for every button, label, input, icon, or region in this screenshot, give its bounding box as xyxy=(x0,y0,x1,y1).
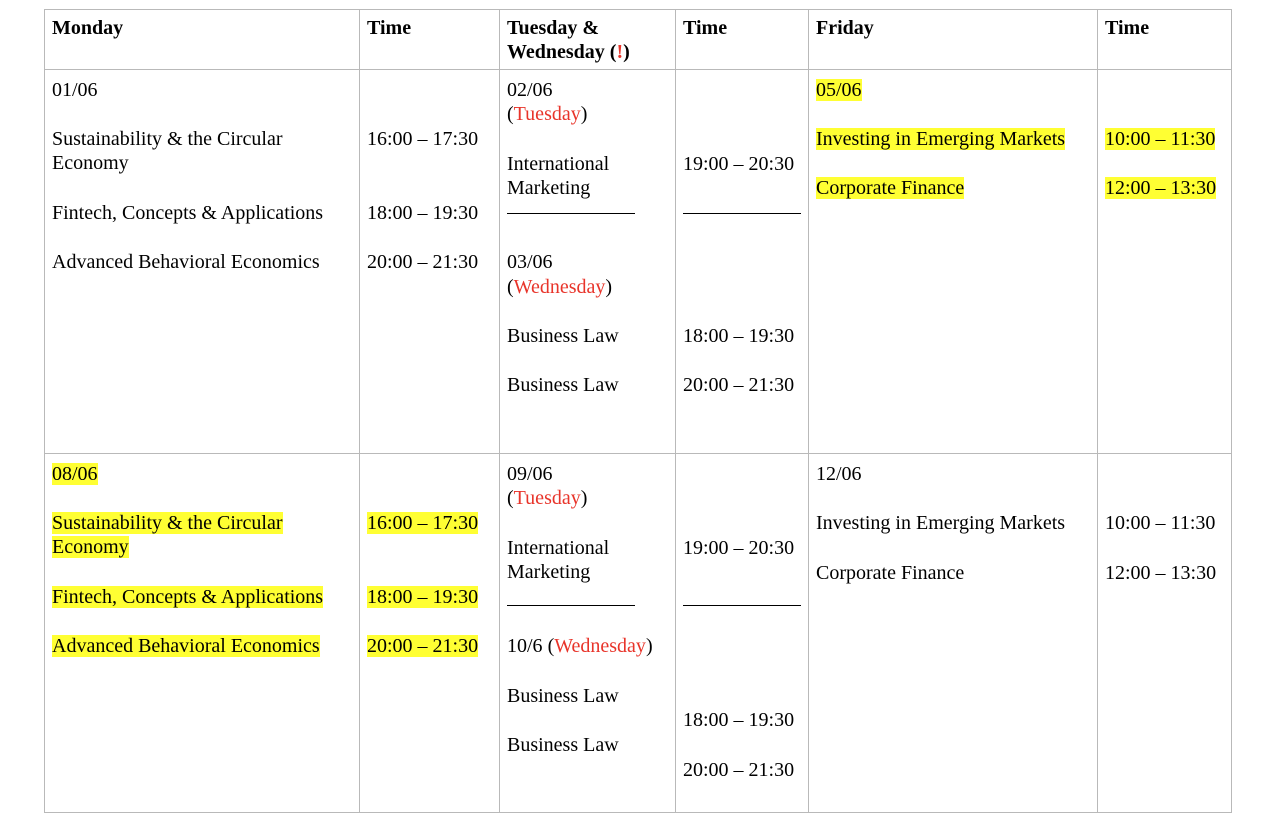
header-time-friday: Time xyxy=(1098,10,1232,70)
week-row xyxy=(45,454,1232,813)
date-label: 12/06 xyxy=(816,463,862,485)
time-slot: 10:00 – 11:30 xyxy=(1105,512,1216,534)
date-label: 03/06 xyxy=(507,251,553,273)
monday-time-cell xyxy=(360,454,500,813)
time-slot: 20:00 – 21:30 xyxy=(367,251,479,273)
course-name: Fintech, Concepts & Applications xyxy=(52,586,324,608)
time-slot: 20:00 – 21:30 xyxy=(683,374,795,396)
tue-wed-cell xyxy=(500,70,676,454)
time-slot: 12:00 – 13:30 xyxy=(1105,177,1217,199)
header-time-midweek: Time xyxy=(676,10,809,70)
course-name: Business Law xyxy=(507,374,619,396)
time-slot: 19:00 – 20:30 xyxy=(683,153,795,175)
weekday-label: (Tuesday) xyxy=(507,487,588,509)
course-name: Corporate Finance xyxy=(816,562,965,584)
time-slot: 18:00 – 19:30 xyxy=(367,586,479,608)
course-name: Corporate Finance xyxy=(816,177,965,199)
date-label: 02/06 xyxy=(507,79,553,101)
divider xyxy=(507,605,635,606)
course-name: Sustainability & the Circular Economy xyxy=(52,512,283,558)
weekday-label: (Wednesday) xyxy=(507,276,613,298)
course-name: International Marketing xyxy=(507,153,610,199)
time-slot: 16:00 – 17:30 xyxy=(367,128,479,150)
course-name: Investing in Emerging Markets xyxy=(816,128,1066,150)
tue-wed-time-cell xyxy=(676,70,809,454)
tue-wed-cell xyxy=(500,454,676,813)
friday-time-cell xyxy=(1098,70,1232,454)
tue-wed-time-cell xyxy=(676,454,809,813)
course-name: Investing in Emerging Markets xyxy=(816,512,1066,534)
divider xyxy=(683,605,801,606)
course-name: Advanced Behavioral Economics xyxy=(52,251,320,273)
course-name: Business Law xyxy=(507,325,619,347)
time-slot: 20:00 – 21:30 xyxy=(367,635,479,657)
course-name: Sustainability & the Circular Economy xyxy=(52,128,283,174)
date-label: 01/06 xyxy=(52,79,98,101)
header-tuesday-wednesday: Tuesday & Wednesday (!) xyxy=(500,10,676,70)
time-slot: 18:00 – 19:30 xyxy=(683,709,795,731)
time-slot: 18:00 – 19:30 xyxy=(367,202,479,224)
divider xyxy=(507,213,635,214)
date-label: 08/06 xyxy=(52,463,98,485)
time-slot: 12:00 – 13:30 xyxy=(1105,562,1217,584)
course-name: Fintech, Concepts & Applications xyxy=(52,202,324,224)
schedule-table xyxy=(44,9,1232,813)
friday-cell xyxy=(809,70,1098,454)
weekday-label: (Tuesday) xyxy=(507,103,588,125)
date-label: 09/06 xyxy=(507,463,553,485)
course-name: International Marketing xyxy=(507,537,610,583)
date-label: 05/06 xyxy=(816,79,862,101)
weekday-label: 10/6 (Wednesday) xyxy=(507,635,653,657)
monday-time-cell xyxy=(360,70,500,454)
time-slot: 10:00 – 11:30 xyxy=(1105,128,1216,150)
course-name: Advanced Behavioral Economics xyxy=(52,635,320,657)
monday-cell xyxy=(45,454,360,813)
warning-mark: ! xyxy=(616,41,624,63)
friday-time-cell xyxy=(1098,454,1232,813)
divider xyxy=(683,213,801,214)
header-row xyxy=(45,10,1232,70)
time-slot: 18:00 – 19:30 xyxy=(683,325,795,347)
time-slot: 19:00 – 20:30 xyxy=(683,537,795,559)
friday-cell xyxy=(809,454,1098,813)
header-friday: Friday xyxy=(809,10,1098,70)
course-name: Business Law xyxy=(507,734,619,756)
header-time-monday: Time xyxy=(360,10,500,70)
time-slot: 16:00 – 17:30 xyxy=(367,512,479,534)
monday-cell xyxy=(45,70,360,454)
time-slot: 20:00 – 21:30 xyxy=(683,759,795,781)
header-monday: Monday xyxy=(45,10,360,70)
course-name: Business Law xyxy=(507,685,619,707)
week-row xyxy=(45,70,1232,454)
